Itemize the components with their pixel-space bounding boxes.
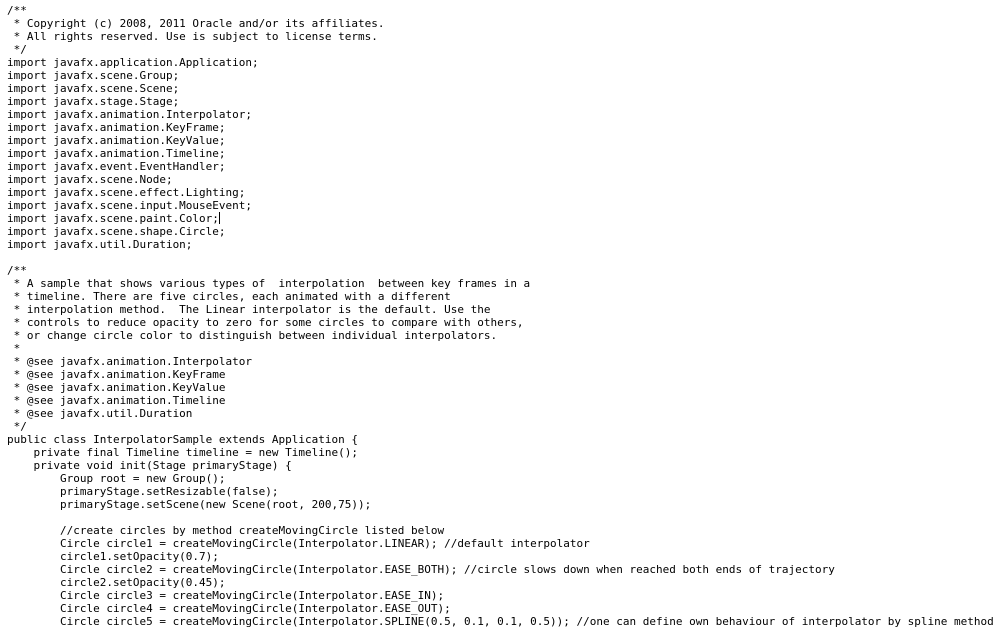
code-line[interactable]: import javafx.application.Application; (7, 56, 259, 69)
code-line[interactable]: * Copyright (c) 2008, 2011 Oracle and/or its affiliates. (7, 17, 385, 30)
code-line[interactable]: * @see javafx.util.Duration (7, 407, 193, 420)
code-line[interactable]: * @see javafx.animation.KeyValue (7, 381, 226, 394)
text-cursor (219, 212, 220, 224)
code-line[interactable]: import javafx.scene.input.MouseEvent; (7, 199, 253, 212)
code-line[interactable]: import javafx.scene.Node; (7, 173, 173, 186)
code-line[interactable]: import javafx.scene.shape.Circle; (7, 225, 226, 238)
code-line[interactable]: private final Timeline timeline = new Timeline(); (7, 446, 358, 459)
code-line[interactable]: circle2.setOpacity(0.45); (7, 576, 226, 589)
code-line[interactable]: primaryStage.setScene(new Scene(root, 200,75)); (7, 498, 372, 511)
code-line[interactable]: import javafx.stage.Stage; (7, 95, 180, 108)
code-line[interactable]: * A sample that shows various types of interpolation between key frames in a (7, 277, 531, 290)
code-line[interactable]: */ (7, 420, 27, 433)
code-line[interactable]: */ (7, 43, 27, 56)
code-line[interactable]: private void init(Stage primaryStage) { (7, 459, 292, 472)
code-line[interactable]: import javafx.animation.KeyFrame; (7, 121, 226, 134)
code-line[interactable]: * controls to reduce opacity to zero for some circles to compare with others, (7, 316, 524, 329)
code-line[interactable] (7, 511, 994, 524)
code-line[interactable]: * interpolation method. The Linear interpolator is the default. Use the (7, 303, 491, 316)
code-line[interactable]: /** (7, 4, 27, 17)
code-line[interactable]: * timeline. There are five circles, each animated with a different (7, 290, 451, 303)
code-line[interactable]: import javafx.animation.Interpolator; (7, 108, 253, 121)
code-line[interactable]: import javafx.scene.Scene; (7, 82, 180, 95)
code-line[interactable]: Circle circle3 = createMovingCircle(Interpolator.EASE_IN); (7, 589, 445, 602)
code-line[interactable]: circle1.setOpacity(0.7); (7, 550, 219, 563)
code-line[interactable]: Circle circle4 = createMovingCircle(Interpolator.EASE_OUT); (7, 602, 451, 615)
code-line[interactable]: primaryStage.setResizable(false); (7, 485, 279, 498)
code-line[interactable]: * @see javafx.animation.Timeline (7, 394, 226, 407)
code-line[interactable]: import javafx.util.Duration; (7, 238, 193, 251)
code-line[interactable]: * All rights reserved. Use is subject to license terms. (7, 30, 378, 43)
code-line[interactable]: Circle circle5 = createMovingCircle(Interpolator.SPLINE(0.5, 0.1, 0.1, 0.5)); //one can define own behaviour of interpolator by spline method (7, 615, 994, 628)
code-line[interactable]: Circle circle2 = createMovingCircle(Interpolator.EASE_BOTH); //circle slows down when reached both ends of trajectory (7, 563, 835, 576)
code-line[interactable]: public class InterpolatorSample extends Application { (7, 433, 358, 446)
code-line[interactable]: import javafx.animation.Timeline; (7, 147, 226, 160)
code-line[interactable]: import javafx.animation.KeyValue; (7, 134, 226, 147)
code-line[interactable]: * @see javafx.animation.KeyFrame (7, 368, 226, 381)
code-line[interactable]: Circle circle1 = createMovingCircle(Interpolator.LINEAR); //default interpolator (7, 537, 590, 550)
code-line[interactable]: import javafx.scene.paint.Color; (7, 212, 219, 225)
code-line[interactable]: /** (7, 264, 27, 277)
code-text[interactable] (7, 4, 994, 628)
code-line[interactable]: * (7, 342, 21, 355)
code-line[interactable]: import javafx.event.EventHandler; (7, 160, 226, 173)
code-line[interactable]: * @see javafx.animation.Interpolator (7, 355, 253, 368)
code-line[interactable]: Group root = new Group(); (7, 472, 226, 485)
code-line[interactable]: * or change circle color to distinguish between individual interpolators. (7, 329, 498, 342)
code-line[interactable]: import javafx.scene.effect.Lighting; (7, 186, 246, 199)
code-line[interactable]: import javafx.scene.Group; (7, 69, 180, 82)
code-line[interactable]: //create circles by method createMovingCircle listed below (7, 524, 445, 537)
code-line[interactable] (7, 251, 994, 264)
